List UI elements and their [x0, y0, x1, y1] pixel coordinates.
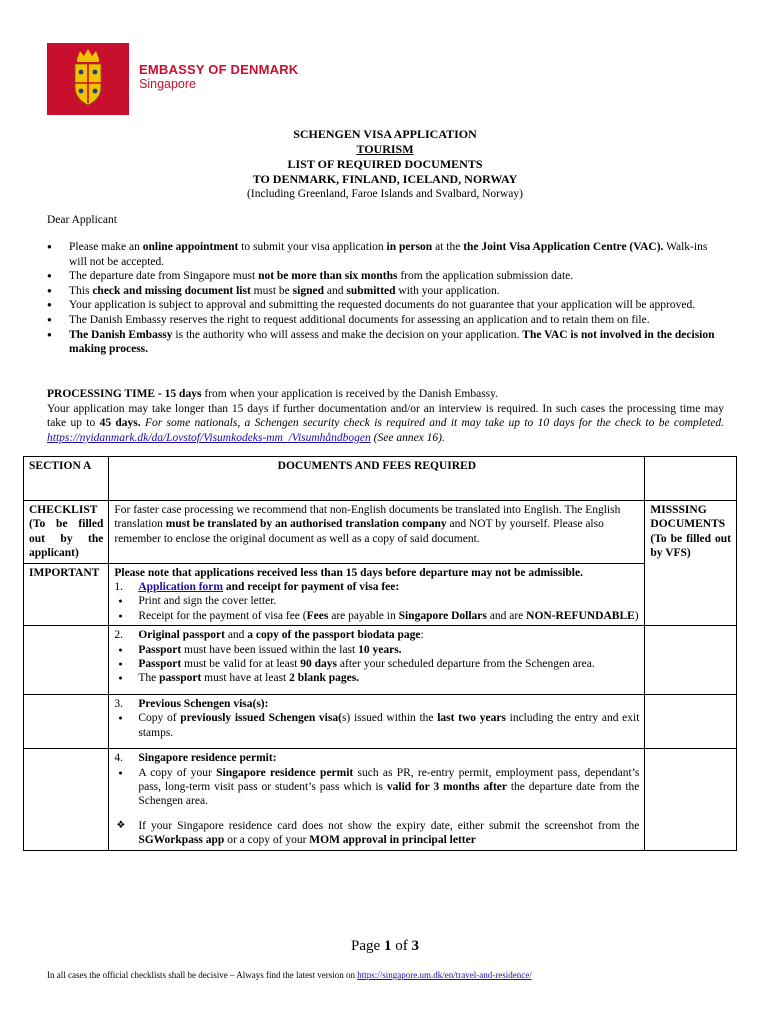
section-header: SECTION A [24, 457, 109, 501]
list-item: 3. Previous Schengen visa(s): [114, 697, 269, 710]
title-line3: LIST OF REQUIRED DOCUMENTS [287, 157, 483, 171]
footer-link[interactable]: https://singapore.um.dk/en/travel-and-residence/ [357, 970, 532, 980]
crest-icon [47, 43, 129, 115]
greeting: Dear Applicant [47, 214, 117, 226]
list-item: ● The Danish Embassy reserves the right to request additional documents for assessing an application and to retain them on file. [47, 313, 727, 328]
checklist-text: For faster case processing we recommend that non-English documents be translated into English. The English translation must be translated by an authorised translation company and NOT by yourself. Please also remember to enclose the original document as well as a copy of said document. [109, 501, 645, 564]
embassy-name-line1: EMBASSY OF DENMARK [139, 62, 299, 77]
list-item: ● Receipt for the payment of visa fee (Fees are payable in Singapore Dollars and are NON-REFUNDABLE) [114, 609, 639, 623]
list-item: ● Please make an online appointment to submit your visa application in person at the the Joint Visa Application Centre (VAC). Walk-ins will not be accepted. [47, 240, 727, 269]
list-item: ● This check and missing document list must be signed and submitted with your application. [47, 284, 727, 299]
checklist-label: CHECKLIST (To be filled out by the applicant) [24, 501, 109, 564]
list-item: ● The departure date from Singapore must not be more than six months from the application submission date. [47, 269, 727, 284]
processing-time: PROCESSING TIME - 15 days from when your application is received by the Danish Embassy. Your application may take longer than 15 days if further documentation and/or an interview is required. In such cases the processing time may take up to 45 days. For some nationals, a Schengen security check is required and it may take up to 10 days for the check to be completed. https://nyidanmark.dk/da/Lovstof/Visumkodeks-mm_/Visumhåndbogen (See annex 16). [47, 388, 725, 444]
list-item: 1. Application form and receipt for payment of visa fee: [114, 581, 400, 594]
list-item: ● The Danish Embassy is the authority who will assess and make the decision on your application. The VAC is not involved in the decision making process. [47, 328, 727, 357]
list-item: ● The passport must have at least 2 blank pages. [114, 671, 639, 685]
important-label: IMPORTANT [24, 563, 109, 626]
missing-documents-column: MISSSING DOCUMENTS (To be filled out by VFS) [645, 501, 737, 626]
docs-header: DOCUMENTS AND FEES REQUIRED [109, 457, 645, 501]
instruction-list [47, 240, 727, 357]
list-item: ● A copy of your Singapore residence permit such as PR, re-entry permit, employment pass, dependant’s pass, long-term visit pass or student’s pass which is valid for 3 months after the departure date from the Schengen area. [114, 766, 639, 809]
list-item: ● Passport must have been issued within the last 10 years. [114, 643, 639, 657]
important-section: Please note that applications received less than 15 days before departure may not be admissible. 1. Application form and receipt for payment of visa fee: ● Print and sign the cover letter. ● Receipt for the payment of visa fee (Fees are payable in Singapore Dollars and are NON-REFUNDABLE) [109, 563, 645, 626]
embassy-crest-logo [47, 43, 129, 115]
embassy-name [139, 62, 298, 91]
previous-visa-section [109, 694, 645, 748]
list-item: ● Passport must be valid for at least 90 days after your scheduled departure from the Schengen area. [114, 657, 639, 671]
embassy-name-line2: Singapore [139, 77, 196, 91]
footer: In all cases the official checklists shall be decisive – Always find the latest version on https://singapore.um.dk/en/travel-and-residence/ [47, 970, 532, 980]
visa-handbook-link[interactable]: https://nyidanmark.dk/da/Lovstof/Visumkodeks-mm_/Visumhåndbogen [47, 431, 371, 444]
list-item: 2. Original passport and a copy of the passport biodata page: [114, 629, 424, 642]
residence-permit-section [109, 749, 645, 850]
list-item: ● Print and sign the cover letter. [114, 594, 639, 608]
title-line4: TO DENMARK, FINLAND, ICELAND, NORWAY [252, 172, 518, 186]
application-form-link[interactable]: Application form [138, 581, 223, 594]
title-line1: SCHENGEN VISA APPLICATION [293, 127, 477, 141]
page-number: Page 1 of 3 [351, 938, 419, 954]
title-line5: (Including Greenland, Faroe Islands and Svalbard, Norway) [247, 188, 523, 200]
requirements-table [23, 456, 737, 851]
document-title [0, 127, 770, 202]
passport-section [109, 626, 645, 695]
list-item: 4. Singapore residence permit: [114, 752, 277, 765]
list-item: ❖ If your Singapore residence card does not show the expiry date, either submit the screenshot from the SGWorkpass app or a copy of your MOM approval in principal letter [114, 819, 639, 848]
title-line2: TOURISM [356, 142, 414, 156]
list-item: ● Your application is subject to approval and submitting the requested documents do not guarantee that your application will be approved. [47, 298, 727, 313]
list-item: ● Copy of previously issued Schengen visa(s) issued within the last two years including the entry and exit stamps. [114, 711, 639, 740]
